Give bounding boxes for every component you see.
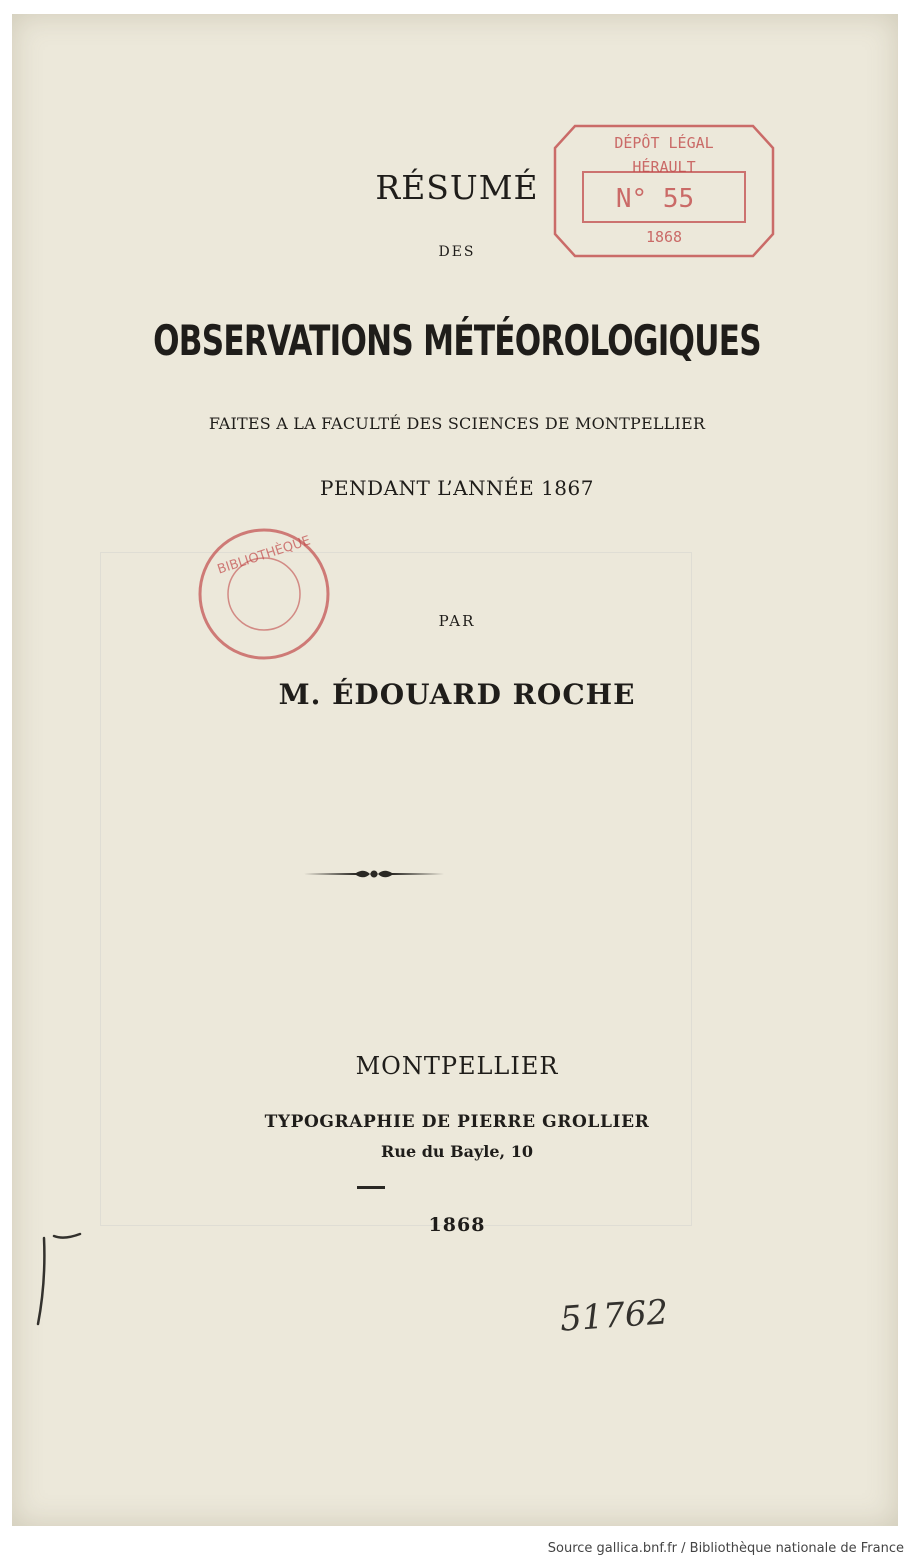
title-des: DES xyxy=(438,244,476,260)
imprint-printer: TYPOGRAPHIE DE PIERRE GROLLIER xyxy=(264,1112,650,1132)
imprint-year: 1868 xyxy=(428,1214,486,1236)
handwritten-mark xyxy=(24,1232,84,1332)
library-seal-text: BIBLIOTHÈQUE xyxy=(215,533,313,578)
period: PENDANT L’ANNÉE 1867 xyxy=(320,476,594,500)
source-caption: Source gallica.bnf.fr / Bibliothèque nationale de France xyxy=(547,1541,904,1556)
subtitle: FAITES A LA FACULTÉ DES SCIENCES DE MONTPELLIER xyxy=(208,414,706,433)
imprint-city: MONTPELLIER xyxy=(355,1052,559,1080)
par-label: PAR xyxy=(438,612,476,630)
title-resume: RÉSUMÉ xyxy=(375,168,539,207)
stamp-line-2: HÉRAULT xyxy=(632,158,696,176)
handwritten-number: 51762 xyxy=(558,1292,670,1340)
stamp-year: 1868 xyxy=(645,228,683,246)
imprint-dash xyxy=(357,1186,385,1189)
author-name: M. ÉDOUARD ROCHE xyxy=(278,678,636,711)
imprint-address: Rue du Bayle, 10 xyxy=(381,1142,533,1161)
main-title: OBSERVATIONS MÉTÉOROLOGIQUES xyxy=(153,316,761,365)
stamp-number: N° 55 xyxy=(615,184,695,214)
ornament-divider xyxy=(304,864,444,884)
stamp-line-1: DÉPÔT LÉGAL xyxy=(614,134,714,152)
